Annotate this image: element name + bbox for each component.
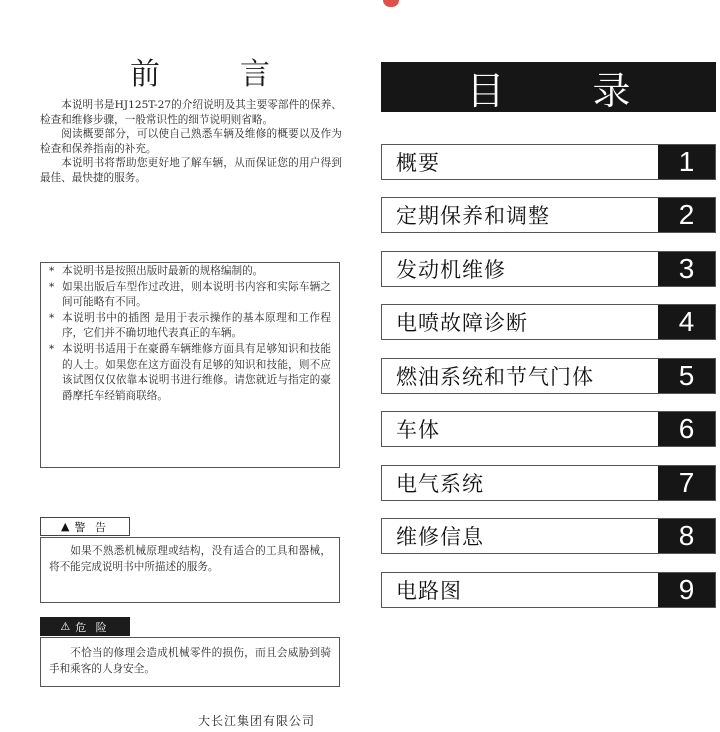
note-text: 如果出版后车型作过改进，则本说明书内容和实际车辆之间可能略有不同。 [62,280,331,309]
preface-paragraph: 本说明书是HJ125T-27的介绍说明及其主要零部件的保养、检查和维修步骤，一般常识性的细节说明则省略。 [40,99,342,126]
toc-item-service-info[interactable] [381,518,716,554]
preface-paragraph: 本说明书将帮助您更好地了解车辆，从而保证您的用户得到最佳、最快捷的服务。 [40,157,342,184]
danger-label [40,617,130,636]
note-text: 本说明书适用于在豪爵车辆维修方面具有足够知识和技能的人士。如果您在这方面没有足够的知识和技能，则不应该试图仅仅依靠本说明书进行维修。请您就近与指定的豪爵摩托车经销商联络。 [62,342,331,402]
note-bullet: * [49,265,55,277]
toc-item-label: 定期保养和调整 [396,204,550,228]
toc-title [381,62,716,112]
toc-item-body[interactable] [381,411,716,447]
note-text: 本说明书中的插图 是用于表示操作的基本原理和工作程序，它们并不确切地代表真正的车辆。 [62,311,331,340]
toc-item-number: 6 [658,412,715,446]
toc-item-number: 3 [658,252,715,286]
note-item [49,311,331,342]
toc-item-electrical[interactable] [381,465,716,501]
toc-item-number: 8 [658,519,715,553]
notes-box [40,262,340,468]
preface-title-char-2: 言 [240,57,270,92]
toc-item-number: 7 [658,466,715,500]
preface-title [130,56,270,94]
toc-item-number: 9 [658,573,715,607]
danger-triangle-icon: ⚠ [60,620,71,633]
warning-triangle-icon: ▲ [61,520,70,533]
toc-item-number: 5 [658,359,715,393]
toc-item-engine[interactable] [381,251,716,287]
company-name: 大长江集团有限公司 [198,714,316,728]
note-text: 本说明书是按照出版时最新的规格编制的。 [62,265,264,277]
warning-label-text: 警 告 [74,520,109,534]
preface-body [40,98,342,186]
preface-title-char-1: 前 [130,57,160,92]
warning-label [40,517,130,536]
toc-item-number: 4 [658,305,715,339]
toc-item-wiring-diagram[interactable] [381,572,716,608]
toc-item-label: 维修信息 [396,525,484,549]
toc-title-char-2: 录 [592,68,631,113]
top-red-mark [383,0,399,7]
note-item [49,342,331,404]
danger-label-text: 危 险 [75,620,110,634]
toc-title-char-1: 目 [466,68,505,113]
toc-item-number: 2 [658,198,715,232]
toc-item-efi-diagnosis[interactable] [381,304,716,340]
note-bullet: * [49,342,55,355]
toc-item-label: 电路图 [396,579,462,603]
note-bullet: * [49,311,55,324]
note-item [49,280,331,311]
toc-item-label: 电喷故障诊断 [396,311,528,335]
toc-item-label: 电气系统 [396,472,484,496]
toc-item-label: 车体 [396,418,440,442]
toc-item-fuel-system[interactable] [381,358,716,394]
toc-item-number: 1 [658,145,715,179]
danger-box [40,637,340,687]
danger-text: 不恰当的修理会造成机械零件的损伤，而且会威胁到骑手和乘客的人身安全。 [49,647,331,675]
warning-text: 如果不熟悉机械原理或结构，没有适合的工具和器械，将不能完成说明书中所描述的服务。 [49,545,331,573]
warning-box [40,537,340,603]
note-item [49,264,331,280]
toc-item-label: 燃油系统和节气门体 [396,365,594,389]
toc-item-label: 概要 [396,151,440,175]
toc-item-label: 发动机维修 [396,258,506,282]
preface-paragraph: 阅读概要部分，可以使自己熟悉车辆及维修的概要以及作为检查和保养指南的补充。 [40,128,342,155]
note-bullet: * [49,280,55,293]
toc-item-overview[interactable] [381,144,716,180]
toc-item-maintenance[interactable] [381,197,716,233]
